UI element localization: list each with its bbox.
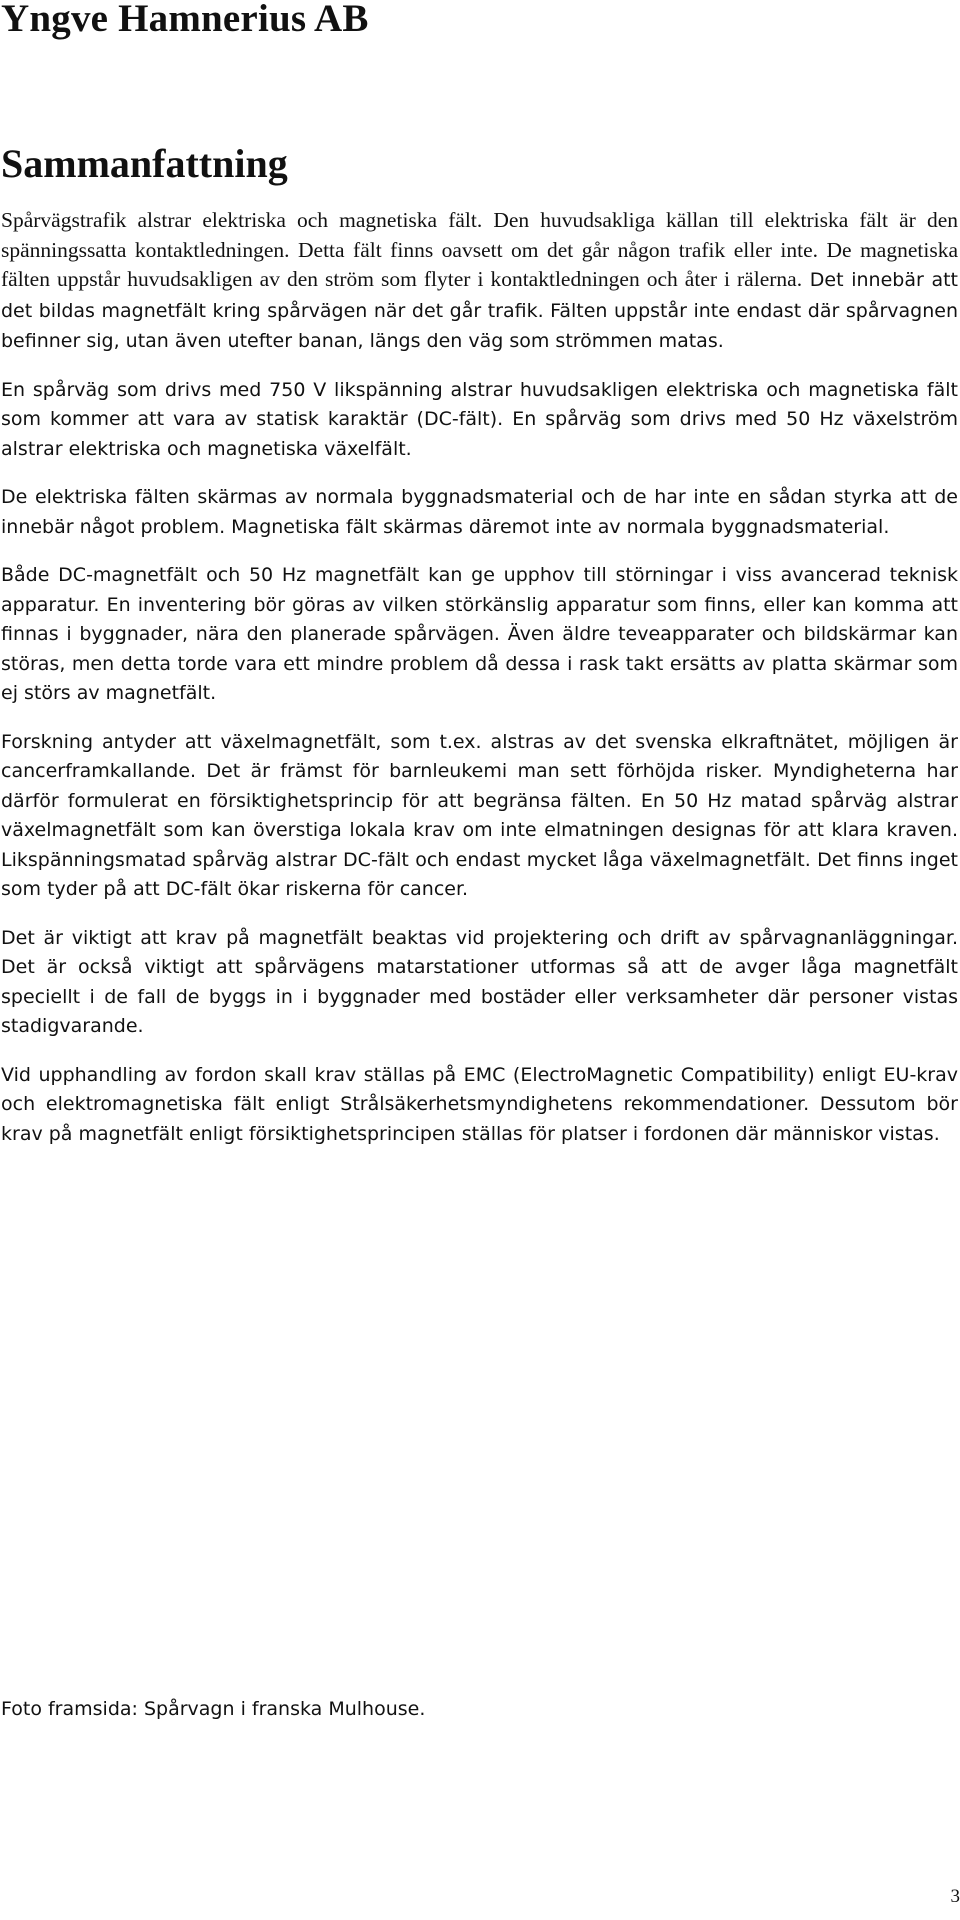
summary-body (1, 206, 958, 1168)
section-heading: Sammanfattning (1, 141, 288, 186)
paragraph: Forskning antyder att växelmagnetfält, som t.ex. alstras av det svenska elkraftnätet, möjligen är cancerframkallande. Det är främst för barnleukemi man sett förhöjda risker. Myndigheterna har därför formulerat en försiktighetsprincip för att begränsa fälten. En 50 Hz matad spårväg alstrar växelmagnetfält som kan överstiga lokala krav om inte elmatningen designas för att klara kraven. Likspänningsmatad spårväg alstrar DC-fält och endast mycket låga växelmagnetfält. Det finns inget som tyder på att DC-fält ökar riskerna för cancer. (1, 730, 958, 900)
paragraph (1, 206, 958, 357)
paragraph-text-serif: Spårvägstrafik alstrar elektriska och magnetiska fält. Den huvudsakliga källan till elektriska fält är den spänningssatta kontaktledningen. Detta fält finns oavsett om det går någon trafik eller inte. De magnetiska fälten uppstår huvudsakligen av den ström som flyter i kontaktledningen och åter i rälerna. (1, 208, 958, 291)
paragraph-text-sans: Det innebär att det bildas magnetfält kring spårvägen när det går trafik. Fälten uppstår inte endast där spårvagnen befinner sig, utan även utefter banan, längs den väg som strömmen matas. (1, 269, 958, 352)
photo-caption: Foto framsida: Spårvagn i franska Mulhouse. (1, 1698, 426, 1720)
paragraph: De elektriska fälten skärmas av normala byggnadsmaterial och de har inte en sådan styrka att de innebär något problem. Magnetiska fält skärmas däremot inte av normala byggnadsmaterial. (1, 486, 958, 538)
paragraph: Både DC-magnetfält och 50 Hz magnetfält kan ge upphov till störningar i viss avancerad teknisk apparatur. En inventering bör göras av vilken störkänslig apparatur som finns, eller kan komma att finnas i byggnader, nära den planerade spårvägen. Även äldre teveapparater och bildskärmar kan störas, men detta torde vara ett mindre problem då dessa i rask takt ersätts av platta skärmar som ej störs av magnetfält. (1, 564, 958, 704)
paragraph: Det är viktigt att krav på magnetfält beaktas vid projektering och drift av spårvagnanläggningar. Det är också viktigt att spårvägens matarstationer utformas så att de avger låga magnetfält speciellt i de fall de byggs in i byggnader med bostäder eller verksamheter där personer vistas stadigvarande. (1, 926, 958, 1037)
company-name: Yngve Hamnerius AB (1, 0, 369, 40)
paragraph: En spårväg som drivs med 750 V likspänning alstrar huvudsakligen elektriska och magnetiska fält som kommer att vara av statisk karaktär (DC-fält). En spårväg som drivs med 50 Hz växelström alstrar elektriska och magnetiska växelfält. (1, 378, 958, 460)
page-number: 3 (950, 1886, 960, 1907)
paragraph: Vid upphandling av fordon skall krav ställas på EMC (ElectroMagnetic Compatibility) enligt EU-krav och elektromagnetiska fält enligt Strålsäkerhetsmyndighetens rekommendationer. Dessutom bör krav på magnetfält enligt försiktighetsprincipen ställas för platser i fordonen där människor vistas. (1, 1063, 958, 1145)
